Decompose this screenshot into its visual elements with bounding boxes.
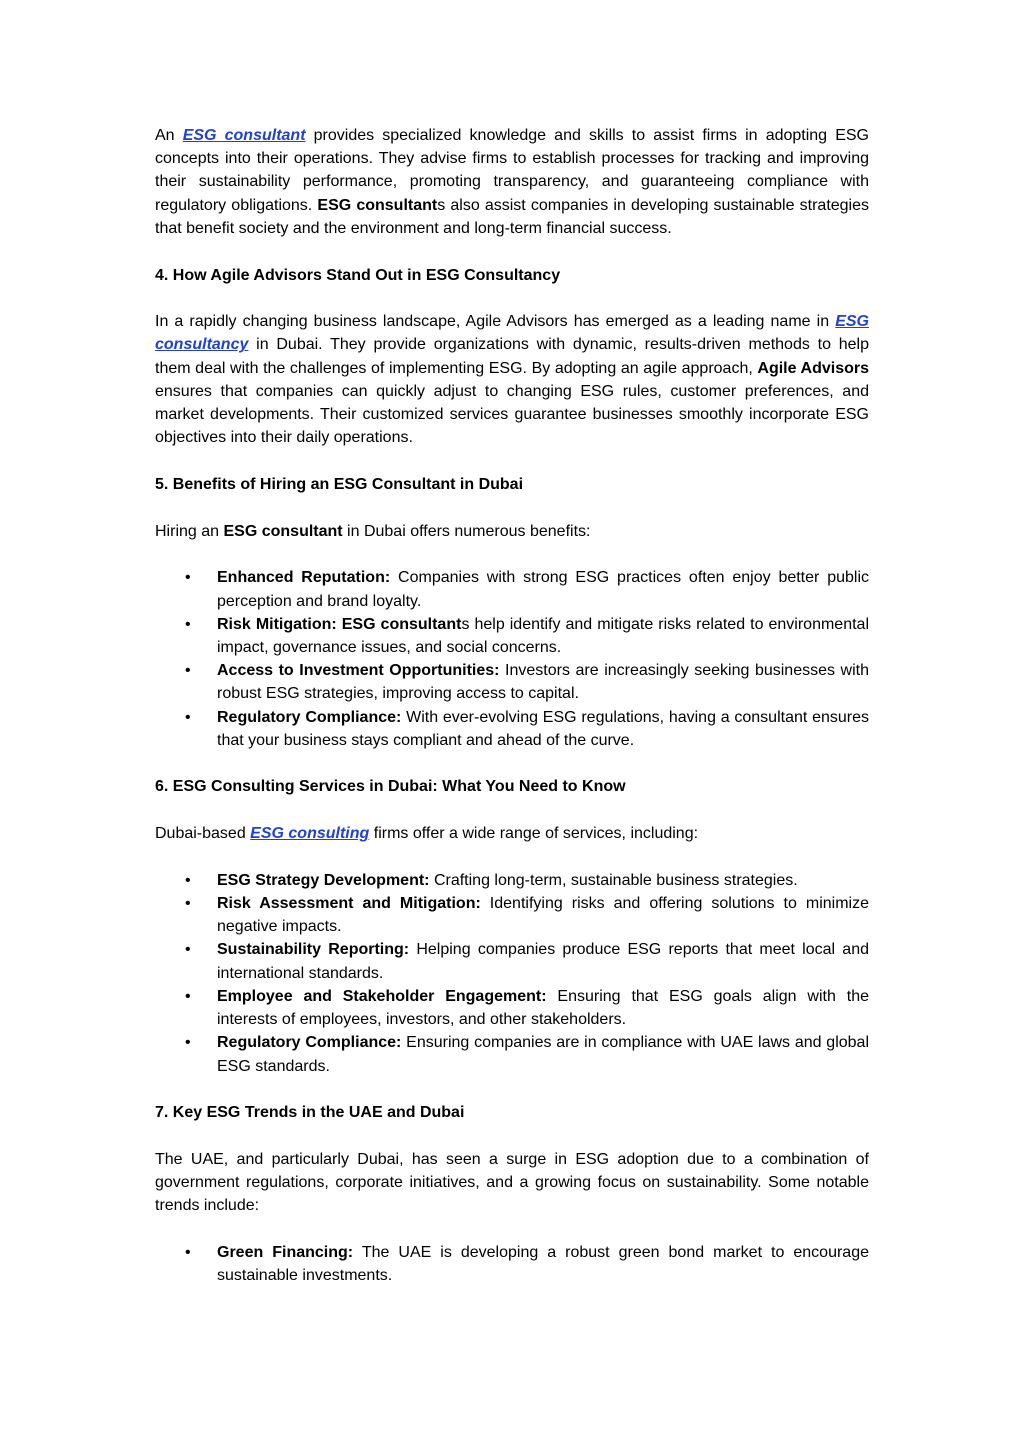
- section5-bold-term: ESG consultant: [223, 522, 343, 540]
- list-item-text: Crafting long-term, sustainable business strategies.: [429, 871, 798, 889]
- list-item-text: Ensuring that ESG goals align with the interests of employees, investors, and other stakeholders.: [217, 987, 869, 1029]
- intro-text-mid: provides specialized knowledge and skills to assist firms in adopting ESG concepts into their operations. They advise firms to establish processes for tracking and improving their sustainability performance, promoting transparency, and guaranteeing compliance with regulatory obligations.: [155, 127, 869, 214]
- section5-text-post: in Dubai offers numerous benefits:: [342, 522, 591, 540]
- bullet-icon: •: [185, 941, 191, 959]
- list-item-text: Identifying risks and offering solutions to minimize negative impacts.: [217, 895, 869, 936]
- bullet-icon: •: [185, 662, 191, 680]
- list-item-title: ESG Strategy Development:: [217, 871, 430, 889]
- list-item-title: Access to Investment Opportunities:: [217, 662, 500, 680]
- bullet-icon: •: [185, 569, 191, 587]
- section6-heading: 6. ESG Consulting Services in Dubai: What You Need to Know: [155, 778, 626, 796]
- intro-paragraph: [155, 124, 869, 240]
- section5-heading: 5. Benefits of Hiring an ESG Consultant in Dubai: [155, 475, 524, 493]
- trends-list: [155, 1241, 869, 1287]
- list-item-title: Employee and Stakeholder Engagement:: [217, 987, 547, 1005]
- esg-consulting-link[interactable]: ESG consulting: [250, 825, 370, 843]
- bullet-icon: •: [185, 708, 191, 726]
- list-item-text: s help identify and mitigate risks related to environmental impact, governance issues, and social concerns.: [217, 615, 869, 656]
- esg-consultant-link[interactable]: ESG consultant: [182, 127, 306, 144]
- list-item-text: With ever-evolving ESG regulations, having a consultant ensures that your business stays compliant and ahead of the curve.: [217, 708, 870, 749]
- bullet-icon: •: [185, 1034, 191, 1052]
- intro-text-pre: An: [155, 127, 183, 144]
- bullet-icon: •: [185, 871, 191, 889]
- section7-paragraph: The UAE, and particularly Dubai, has seen a surge in ESG adoption due to a combination of government regulations, corporate initiatives, and a growing focus on sustainability. Some notable trends include:: [155, 1150, 869, 1215]
- list-item-title: Regulatory Compliance:: [217, 708, 402, 726]
- list-item: [155, 892, 869, 938]
- bullet-icon: •: [185, 895, 191, 913]
- intro-text-post: s also assist companies in developing sustainable strategies that benefit society and the environment and long-term financial success.: [155, 196, 870, 237]
- section4-paragraph: [155, 310, 869, 449]
- list-item-title: Sustainability Reporting:: [217, 941, 410, 959]
- list-item: [155, 938, 869, 984]
- list-item-text: Companies with strong ESG practices often enjoy better public perception and brand loyalty.: [217, 569, 869, 610]
- bullet-icon: •: [185, 1244, 191, 1262]
- list-item-title: Green Financing:: [217, 1244, 354, 1262]
- esg-consultancy-link[interactable]: ESG consultancy: [155, 313, 869, 354]
- list-item: [155, 985, 869, 1031]
- list-item: [155, 659, 869, 705]
- list-item: [155, 613, 869, 659]
- section4-heading: 4. How Agile Advisors Stand Out in ESG Consultancy: [155, 266, 561, 284]
- document-page: [155, 124, 869, 1287]
- list-item-title: Regulatory Compliance:: [217, 1034, 402, 1052]
- list-item: [155, 1241, 869, 1287]
- section4-bold-term: Agile Advisors: [757, 359, 869, 377]
- list-item-text: Ensuring companies are in compliance with UAE laws and global ESG standards.: [217, 1034, 869, 1075]
- benefits-list: [155, 566, 869, 752]
- list-item-title: Risk Mitigation: ESG consultant: [217, 615, 462, 633]
- services-list: [155, 869, 869, 1078]
- list-item: [155, 1031, 869, 1077]
- list-item-title: Enhanced Reputation:: [217, 569, 391, 587]
- section4-text-mid: in Dubai. They provide organizations with dynamic, results-driven methods to help them deal with the challenges of implementing ESG. By adopting an agile approach,: [155, 336, 869, 377]
- bullet-icon: •: [185, 987, 191, 1005]
- section6-intro: [155, 822, 869, 845]
- list-item: [155, 869, 869, 892]
- bullet-icon: •: [185, 615, 191, 633]
- section5-text-pre: Hiring an: [155, 522, 224, 540]
- section7-heading: 7. Key ESG Trends in the UAE and Dubai: [155, 1104, 465, 1122]
- section4-text-post: ensures that companies can quickly adjust to changing ESG rules, customer preferences, and market developments. Their customized services guarantee businesses smoothly incorporate ESG objectives into their daily operations.: [155, 382, 869, 447]
- list-item-text: The UAE is developing a robust green bond market to encourage sustainable investments.: [217, 1244, 869, 1285]
- list-item-text: Investors are increasingly seeking businesses with robust ESG strategies, improving access to capital.: [217, 662, 869, 703]
- intro-bold-term: ESG consultant: [317, 196, 438, 214]
- section4-text-pre: In a rapidly changing business landscape, Agile Advisors has emerged as a leading name in: [155, 313, 836, 331]
- list-item-title: Risk Assessment and Mitigation:: [217, 895, 481, 913]
- section6-text-pre: Dubai-based: [155, 825, 251, 843]
- list-item: [155, 566, 869, 612]
- section6-text-post: firms offer a wide range of services, including:: [369, 825, 699, 843]
- section5-intro: [155, 520, 869, 543]
- list-item: [155, 706, 869, 752]
- list-item-text: Helping companies produce ESG reports that meet local and international standards.: [217, 941, 870, 982]
